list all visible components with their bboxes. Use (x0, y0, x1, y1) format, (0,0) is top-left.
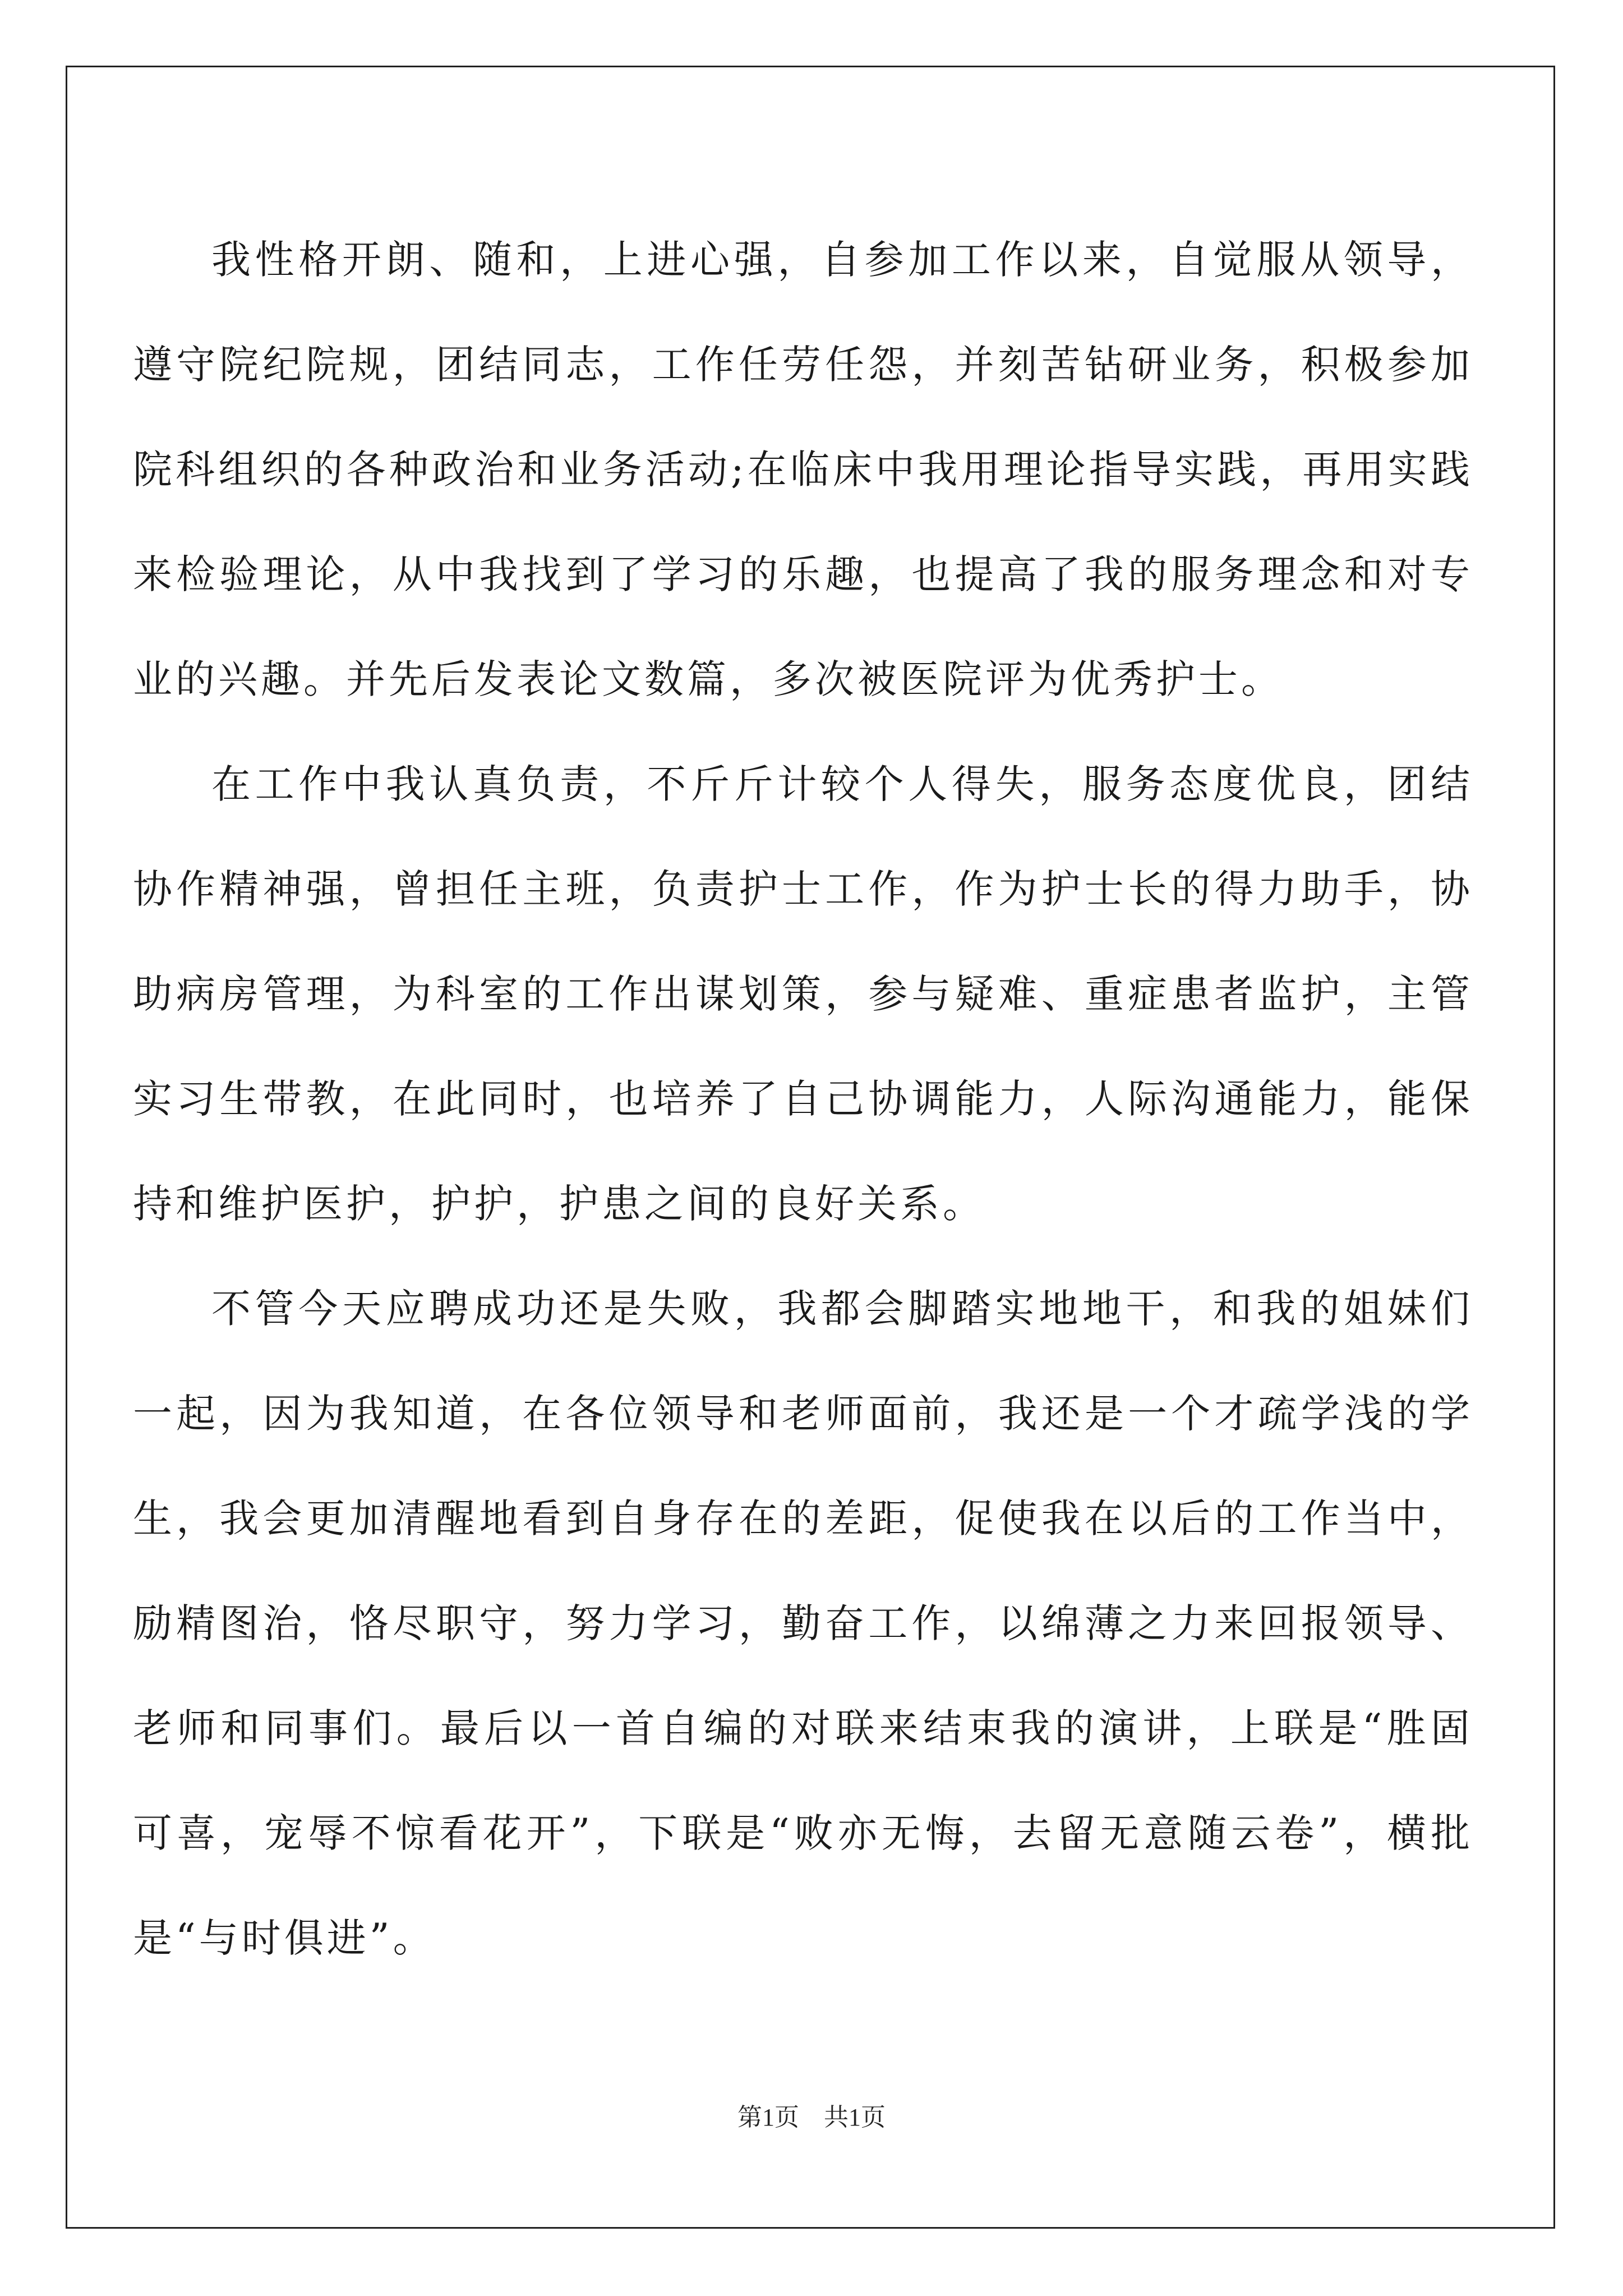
page-footer (0, 2101, 1623, 2134)
paragraph-2: 在工作中我认真负责，不斤斤计较个人得失，服务态度优良，团结协作精神强，曾担任主班，负责护士工作，作为护士长的得力助手，协助病房管理，为科室的工作出谋划策，参与疑难、重症患者监护，主管实习生带教，在此同时，也培养了自己协调能力，人际沟通能力，能保持和维护医护，护护，护患之间的良好关系。 (133, 761, 1473, 1227)
page-number-current: 第1页 (737, 2104, 799, 2131)
paragraph-1: 我性格开朗、随和，上进心强，自参加工作以来，自觉服从领导，遵守院纪院规，团结同志，工作任劳任怨，并刻苦钻研业务，积极参加院科组织的各种政治和业务活动;在临床中我用理论指导实践，再用实践来检验理论，从中我找到了学习的乐趣，也提高了我的服务理念和对专业的兴趣。并先后发表论文数篇，多次被医院评为优秀护士。 (133, 237, 1473, 702)
paragraph-3: 不管今天应聘成功还是失败，我都会脚踏实地地干，和我的姐妹们一起，因为我知道，在各位领导和老师面前，我还是一个才疏学浅的学生，我会更加清醒地看到自身存在的差距，促使我在以后的工作当中，励精图治，恪尽职守，努力学习，勤奋工作，以绵薄之力来回报领导、老师和同事们。最后以一首自编的对联来结束我的演讲，上联是“胜固可喜，宠辱不惊看花开”，下联是“败亦无悔，去留无意随云卷”，横批是“与时俱进”。 (133, 1286, 1473, 1961)
document-body (133, 208, 1473, 1991)
page-number-total: 共1页 (824, 2104, 886, 2131)
